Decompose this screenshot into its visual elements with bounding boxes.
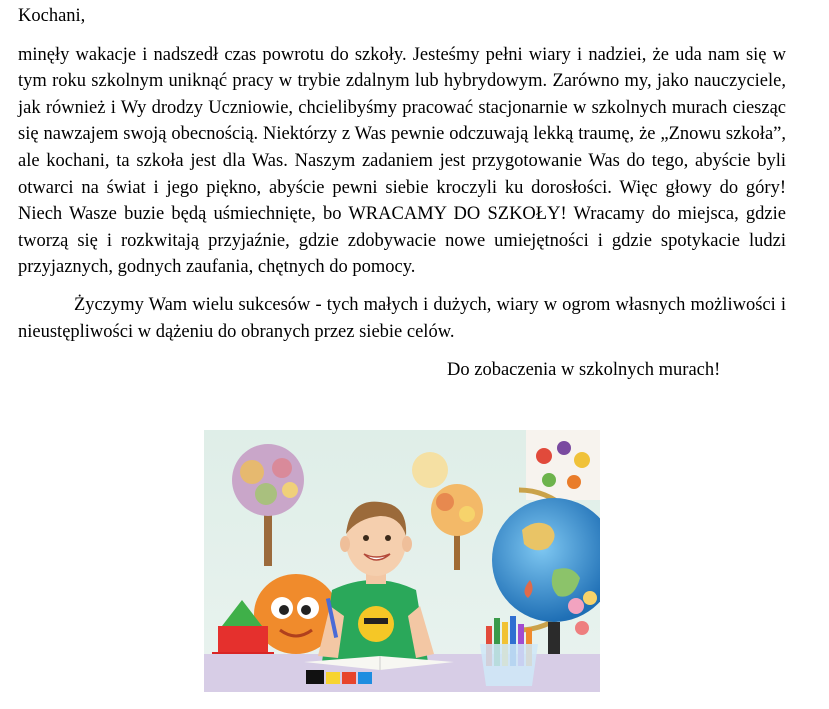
school-photo — [204, 430, 600, 692]
letter-paragraph-2: Życzymy Wam wielu sukcesów - tych małych i dużych, wiary w ogrom własnych możliwości i nieustępliwości w dążeniu do obranych przez siebie celów. — [18, 294, 786, 342]
paint-pots — [306, 670, 372, 684]
letter-closing: Do zobaczenia w szkolnych murach! — [447, 360, 721, 381]
letter-body — [18, 0, 786, 384]
letter-greeting: Kochani, — [18, 6, 86, 26]
letter-paragraph-1: minęły wakacje i nadszedł czas powrotu do szkoły. Jesteśmy pełni wiary i nadziei, że uda nam się w tym roku szkolnym uniknąć pracy w trybie zdalnym lub hybrydowym. Zarówno my, jako nauczyciele, jak również i Wy drodzy Uczniowie, chcielibyśmy pracować stacjonarnie w szkolnych murach ciesząc się nawzajem swoją obecnością. Niektórzy z Was pewnie odczuwają lekką traumę, że „Znowu szkoła”, ale kochani, ta szkoła jest dla Was. Naszym zadaniem jest przygotowanie Was do tego, abyście byli otwarci na świat i jego piękno, abyście pewni siebie kroczyli ku dorosłości. Więc głowy do góry! Niech Wasze buzie będą uśmiechnięte, bo WRACAMY DO SZKOŁY! Wracamy do miejsca, gdzie tworzą się i rozkwitają przyjaźnie, gdzie zdobywacie nowe umiejętności i gdzie spotykacie ludzi przyjaznych, godnych zaufania, chętnych do pomocy. — [18, 44, 786, 278]
fruit-poster — [526, 430, 600, 500]
